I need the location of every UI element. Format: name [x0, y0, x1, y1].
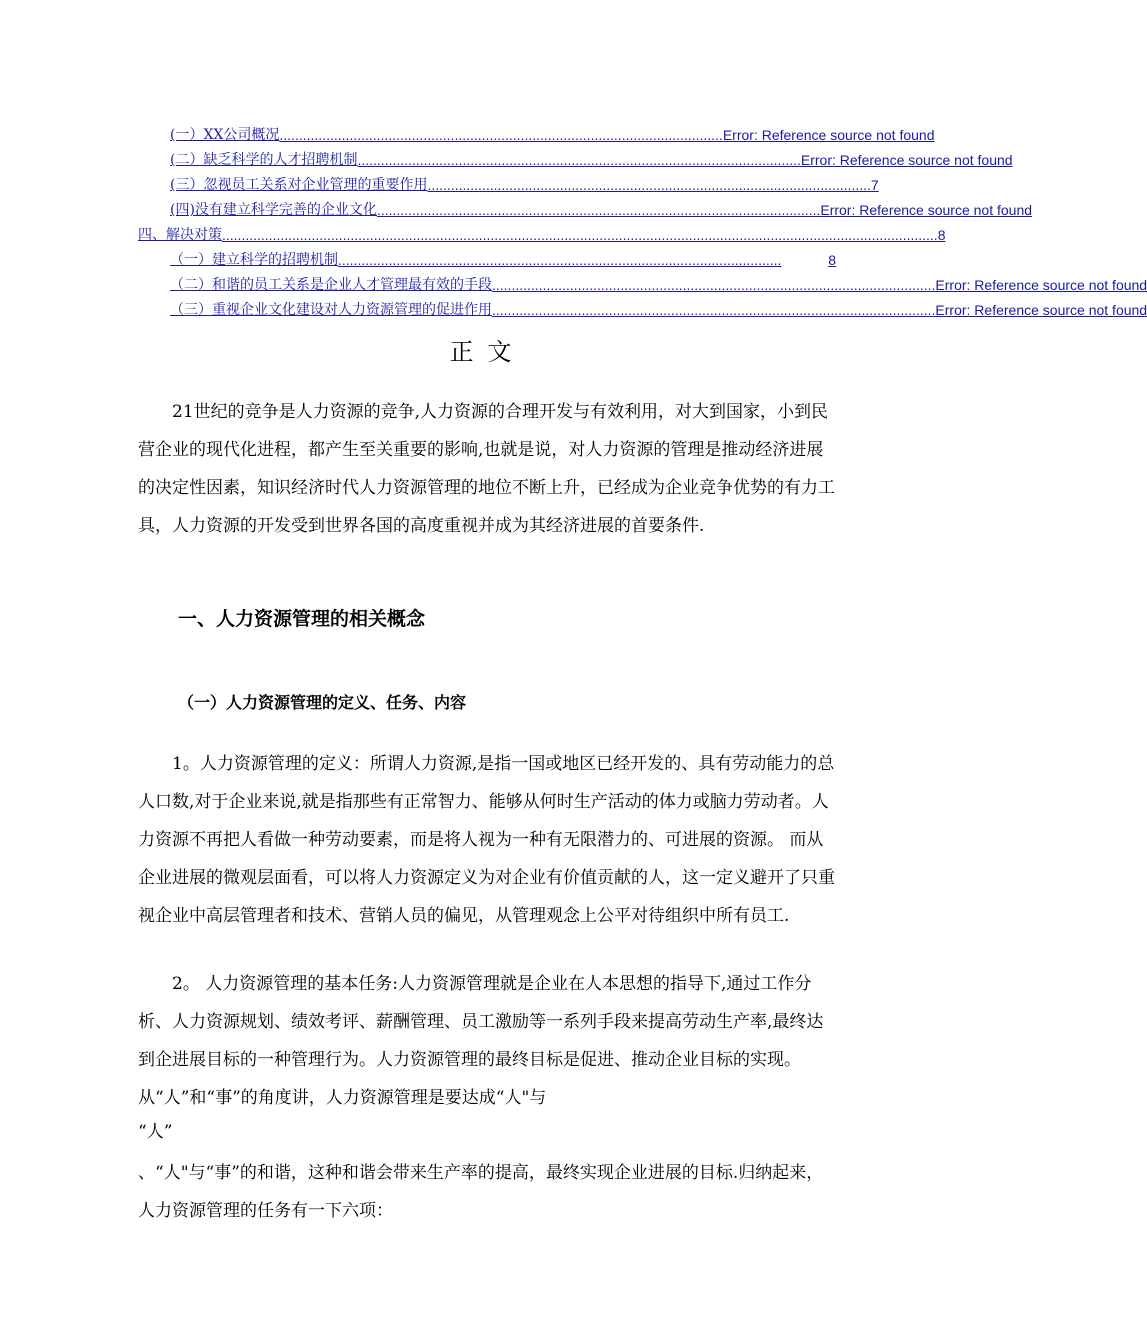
toc-page-ref: Error: Reference source not found [935, 277, 1147, 293]
toc-leader-dots: .................................................................................................................. [279, 127, 723, 143]
toc-entry[interactable] [138, 201, 1033, 226]
toc-entry[interactable] [138, 176, 879, 201]
toc-page-ref: Error: Reference source not found [820, 202, 1033, 218]
toc-entry[interactable] [138, 301, 1147, 326]
toc-entry[interactable] [138, 226, 946, 251]
toc-entry-text: 四、解决对策 [138, 227, 222, 243]
toc-leader-dots: .................................................................................................................. [357, 152, 801, 168]
toc-entry-text: (二）缺乏科学的人才招聘机制 [170, 152, 358, 168]
section-heading: 一、人力资源管理的相关概念 [178, 608, 426, 630]
page-title: 正文 [449, 338, 526, 366]
toc-entry-text: (四)没有建立科学完善的企业文化 [170, 202, 377, 218]
toc-leader-dots: .................................................................................................................. [492, 302, 936, 318]
toc-page-ref: Error: Reference source not found [935, 302, 1147, 318]
toc-entry[interactable] [138, 251, 836, 276]
definition-paragraph: 1。人力资源管理的定义：所谓人力资源,是指一国或地区已经开发的、具有劳动能力的总人口数,对于企业来说,就是指那些有正常智力、能够从何时生产活动的体力或脑力劳动者。人力资源不再把人看做一种劳动要素，而是将人视为一种有无限潜力的、可进展的资源。 而从企业进展的微观层面看，可以将人力资源定义为对企业有价值贡献的人，这一定义避开了只重视企业中高层管理者和技术、营销人员的偏见，从管理观念上公平对待组织中所有员工. [138, 754, 835, 926]
intro-paragraph: 21世纪的竞争是人力资源的竞争,人力资源的合理开发与有效利用，对大到国家，小到民营企业的现代化进程，都产生至关重要的影响,也就是说，对人力资源的管理是推动经济进展的决定性因素，知识经济时代人力资源管理的地位不断上升，已经成为企业竞争优势的有力工具，人力资源的开发受到世界各国的高度重视并成为其经济进展的首要条件. [138, 402, 835, 536]
toc-entry-text: （二）和谐的员工关系是企业人才管理最有效的手段 [170, 277, 492, 293]
table-of-contents [138, 126, 1147, 326]
toc-entry[interactable] [138, 151, 1013, 176]
toc-leader-dots: .................................................................................................................. [376, 202, 821, 218]
toc-entry-text: （三）重视企业文化建设对人力资源管理的促进作用 [170, 302, 492, 318]
toc-leader-dots: .................................................................................................................. [492, 277, 936, 293]
toc-entry[interactable] [138, 126, 935, 151]
toc-entry[interactable] [138, 276, 1147, 301]
task-paragraph: 2。 人力资源管理的基本任务:人力资源管理就是企业在人本思想的指导下,通过工作分析、人力资源规划、绩效考评、薪酬管理、员工激励等一系列手段来提高劳动生产率,最终达到企进展目标的一种管理行为。人力资源管理的最终目标是促进、推动企业目标的实现。从“人”和“事”的角度讲，人力资源管理是要达成“人"与 [138, 974, 824, 1108]
toc-entry-text: （一）建立科学的招聘机制 [170, 252, 338, 268]
toc-page-ref: Error: Reference source not found [722, 127, 935, 143]
toc-entry-text: (一）XX公司概况 [170, 127, 280, 143]
toc-leader-dots: ........................................................................................................................................................................................ [222, 227, 938, 243]
summary-paragraph: 、“人"与“事”的和谐，这种和谐会带来生产率的提高，最终实现企业进展的目标.归纳起来，人力资源管理的任务有一下六项： [138, 1163, 824, 1221]
toc-page-ref: Error: Reference source not found [800, 152, 1013, 168]
toc-entry-text: (三）忽视员工关系对企业管理的重要作用 [170, 177, 428, 193]
toc-page-ref: 7 [870, 177, 879, 193]
quote-fragment: “人” [138, 1122, 173, 1142]
toc-leader-dots: .................................................................................................................. [338, 252, 782, 268]
toc-leader-dots: .................................................................................................................. [427, 177, 871, 193]
subsection-heading: （一）人力资源管理的定义、任务、内容 [178, 693, 467, 712]
toc-page-ref: 8 [937, 227, 946, 243]
toc-page-ref: 8 [828, 252, 836, 268]
